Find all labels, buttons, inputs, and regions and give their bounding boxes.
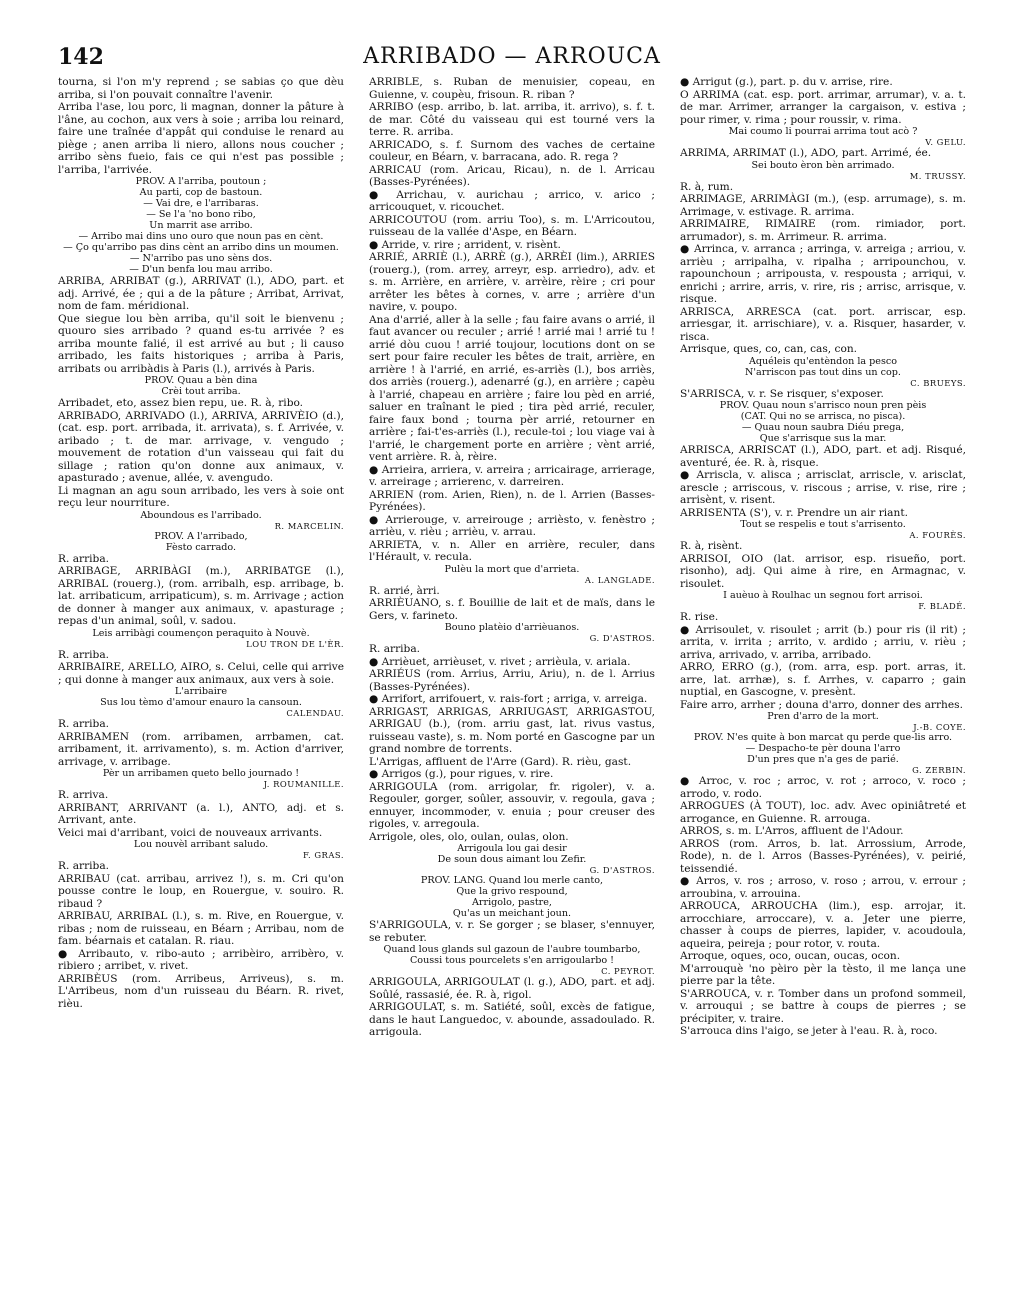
dictionary-entry: ● Arrifort, arrifouert, v. rais-fort ; arriga, v. arreiga. — [369, 693, 648, 705]
quote-line: Aquéleis qu'entèndon la pesco — [748, 355, 898, 367]
dictionary-entry: S'ARROUCA, v. r. Tomber dans un profond sommeil, v. arrouqui ; se battre à coups de pierres ; se précipiter, v. traire. — [680, 987, 966, 1025]
column-2 — [369, 76, 655, 1291]
dictionary-entry: ● Arrichau, v. aurichau ; arrico, v. arico ; arricouquet, v. ricouchet. — [369, 188, 655, 213]
quote-line: De soun dous aimant lou Zefir. — [437, 854, 587, 865]
dictionary-entry: ARRIGOULA, ARRIGOULAT (l. g.), ADO, part. et adj. Soûlé, rassasié, ée. R. à, rigol. — [369, 976, 655, 1001]
quote-line: Bouno platèio d'arrièuanos. — [444, 622, 580, 633]
page-title: ARRIBADO — ARROUCA — [363, 44, 661, 69]
dictionary-entry: ARRIÈUANO, s. f. Bouillie de lait et de maïs, dans le Gers, v. farineto. — [369, 597, 655, 622]
dictionary-entry: S'ARRIGOULA, v. r. Se gorger ; se blaser, s'ennuyer, se rebuter. — [369, 919, 655, 944]
dictionary-entry: Veici mai d'arribant, voici de nouveaux arrivants. — [58, 826, 323, 839]
dictionary-entry: ● Arros, v. ros ; arroso, v. roso ; arrou, v. errour ; arroubina, v. arrouina. — [680, 875, 966, 900]
quote-line: L'arribaire — [174, 686, 228, 697]
dictionary-entry: R. arrié, àrri. — [369, 584, 440, 597]
quote-line: — Se l'a 'no bono ribo, — [146, 209, 256, 220]
dictionary-entry: ● Arroc, v. roc ; arroc, v. rot ; arroco, v. roco ; arrodo, v. rodo. — [680, 775, 966, 800]
page-number: 142 — [58, 44, 104, 70]
dictionary-entry: ARRISOI, OIO (lat. arrisor, esp. risueño, port. risonho), adj. Qui aime à rire, en Armagnac, v. risoulet. — [680, 552, 966, 590]
quote-line: Un marrit ase arribo. — [149, 220, 253, 231]
quote-source: V. GELU. — [925, 137, 966, 147]
quote-line: Au parti, cop de bastoun. — [139, 187, 263, 198]
quote-line: Tout se respelis e tout s'arrisento. — [740, 519, 906, 530]
quote-line: Coussi tous pourcelets s'en arrigoularbo ! — [409, 955, 615, 966]
dictionary-entry: R. arriba. — [58, 648, 110, 661]
quote-line: Leis arribàgi coumençon peraquito à Nouvè. — [92, 627, 310, 639]
quote-source: J. ROUMANILLE. — [263, 779, 344, 789]
quote-source: LOU TRON DE L'ÈR. — [246, 638, 344, 649]
quote-source: C. BRUEYS. — [910, 377, 966, 388]
quote-line: I auèuo à Roulhac un segnou fort arrisoi. — [723, 590, 923, 601]
dictionary-entry: ARRIBO (esp. arribo, b. lat. arriba, it. arrivo), s. f. t. de mar. Côté du vaisseau qui est tourné vers la terre. R. arriba. — [369, 101, 655, 138]
quote-source: A. LANGLADE. — [584, 574, 655, 585]
dictionary-entry: ARRIBAU, ARRIBAL (l.), s. m. Rive, en Rouergue, v. ribas ; nom de ruisseau, en Béarn ; Arribau, nom de fam. béarnais et catalan. R. riau. — [58, 910, 344, 947]
dictionary-entry: Arrigole, oles, olo, oulan, oulas, olon. — [369, 830, 569, 843]
dictionary-entry: ARRIGOULA (rom. arrigolar, fr. rigoler), v. a. Regouler, gorger, soûler, assouvir, v. regoula, gava ; ennuyer, incommoder, v. enuia ; pour creuser des rigoles, v. arregoula. — [369, 780, 655, 830]
dictionary-entry: ARRIÉ, ARRIÈ (l.), ARRÈ (g.), ARRÈI (lim.), ARRIES (rouerg.), (rom. arrey, arreyr, esp. arriedro), adv. et s. m. Arrière, en arrière, v. arrèire, rèire ; cri pour arrêter les bêtes à cornes, v. arre ; arrière d'un navire, v. poupo. — [369, 251, 655, 313]
dictionary-entry: Faire arro, arrher ; douna d'arro, donner des arrhes. — [680, 698, 963, 711]
quote-line: Que la grivo respound, — [456, 886, 568, 897]
dictionary-entry: ARROGUES (À TOUT), loc. adv. Avec opiniâtreté et arrogance, en Guienne. R. arrouga. — [680, 800, 966, 825]
quote-line: Crèi tout arriba. — [161, 386, 241, 397]
quote-line: Qu'as un meichant joun. — [452, 908, 572, 919]
dictionary-entry: ARRIBAIRE, ARELLO, AIRO, s. Celui, celle qui arrive ; qui donne à manger aux animaux, aux vers à soie. — [58, 661, 344, 686]
dictionary-entry: ● Arriscla, v. alisca ; arrisclat, arriscle, v. arisclat, arescle ; arriscous, v. riscous ; arrise, v. rise, rire ; arrisènt, v. risent. — [680, 469, 966, 506]
quote-line: Sei bouto èron bèn arrimado. — [751, 159, 895, 171]
dictionary-entry: ARRIBA, ARRIBAT (g.), ARRIVAT (l.), ADO, part. et adj. Arrivé, ée ; qui a de la pâture ; Arribat, Arrivat, nom de fam. méridional. — [58, 275, 344, 312]
quote-line: — Despacho-te pèr douna l'arro — [745, 743, 901, 754]
dictionary-entry: ARRISENTA (S'), v. r. Prendre un air riant. — [680, 506, 908, 519]
quote-line: Quand lous glands sul gazoun de l'aubre toumbarbo, — [383, 944, 641, 955]
page-header — [58, 44, 966, 74]
dictionary-entry: R. arriva. — [58, 789, 109, 801]
column-1 — [58, 76, 344, 1291]
dictionary-entry: O ARRIMA (cat. esp. port. arrimar, arrumar), v. a. t. de mar. Arrimer, arranger la cargaison, v. estiva ; pour rimer, v. rima ; pour roussir, v. rima. — [680, 88, 966, 126]
dictionary-entry: R. arriba. — [369, 643, 421, 655]
dictionary-entry: ARRIBANT, ARRIVANT (a. l.), ANTO, adj. et s. Arrivant, ante. — [58, 801, 344, 826]
dictionary-entry: ARROS (rom. Arros, b. lat. Arrossium, Arrode, Rode), n. de l. Arros (Basses-Pyrénées), v. peirié, teissendié. — [680, 837, 966, 875]
column-3 — [680, 76, 966, 1291]
quote-source: A. FOURÈS. — [909, 530, 966, 540]
dictionary-entry: Arriba l'ase, lou porc, li magnan, donner la pâture à l'âne, au cochon, aux vers à soie ; arriba lou reinard, faire une traînée d'appât qui conduise le renard au piège ; anen arriba li niero, allons nous coucher ; arribo sèns fueio, fais ce qui n'est pas possible ; l'arriba, l'arrivée. — [58, 101, 344, 176]
quote-line: Lou nouvèl arribant saludo. — [133, 839, 269, 850]
quote-line: — N'arribo pas uno sèns dos. — [129, 253, 273, 264]
dictionary-entry: R. arriba. — [58, 552, 110, 565]
quote-line: D'un pres que n'a ges de parié. — [747, 754, 899, 765]
dictionary-entry: Arribadet, eto, assez bien repu, ue. R. à, ribo. — [58, 397, 304, 409]
dictionary-entry: ARRIBAMEN (rom. arribamen, arrbamen, cat. arribament, it. arrivamento), s. m. Action d'arriver, arrivage, v. arribage. — [58, 730, 344, 768]
dictionary-entry: ARRIETA, v. n. Aller en arrière, reculer, dans l'Hérault, v. recula. — [369, 538, 655, 563]
dictionary-entry: ARROUCA, ARROUCHA (lim.), esp. arrojar, it. arrocchiare, arroccare), v. a. Jeter une pierre, chasser à coups de pierres, lapider, v. acoudoula, aqueira, peireja ; pour rotor, v. routa. — [680, 900, 966, 950]
quote-source: C. PEYROT. — [601, 966, 655, 976]
dictionary-entry: ARRIBLE, s. Ruban de menuisier, copeau, en Guienne, v. coupèu, frisoun. R. riban ? — [369, 76, 655, 101]
quote-line: PROV. Quau a bèn dina — [144, 375, 258, 386]
dictionary-entry: ARRICADO, s. f. Surnom des vaches de certaine couleur, en Béarn, v. barracana, ado. R. rega ? — [369, 138, 655, 163]
quote-line: Arrigoula lou gai desir — [457, 843, 567, 854]
dictionary-entry: ● Arrisoulet, v. risoulet ; arrit (b.) pour ris (il rit) ; arrita, v. irrita ; arrito, v. ardido ; arriu, v. rièu ; arriva, arrivado, v. arriba, arribado. — [680, 623, 966, 661]
dictionary-entry: R. arriba. — [58, 718, 110, 730]
quote-line: Que s'arrisque sus la mar. — [759, 433, 887, 444]
dictionary-entry: Arroque, oques, oco, oucan, oucas, ocon. — [680, 950, 901, 962]
dictionary-entry: ARRIÉUS (rom. Arrius, Arriu, Ariu), n. de l. Arrius (Basses-Pyrénées). — [369, 668, 655, 693]
quote-source: G. D'ASTROS. — [589, 633, 655, 643]
quote-line: PROV. LANG. Quand lou merle canto, — [420, 875, 604, 886]
quote-line: Mai coumo li pourrai arrima tout acò ? — [728, 126, 918, 137]
quote-source: R. MARCELIN. — [274, 520, 344, 531]
quote-line: PROV. Quau noun s'arrisco noun pren pèis — [719, 400, 927, 411]
dictionary-entry: L'Arrigas, affluent de l'Arre (Gard). R. rièu, gast. — [369, 755, 632, 768]
quote-source: M. TRUSSY. — [909, 170, 966, 181]
dictionary-entry: ● Arrigos (g.), pour rigues, v. rire. — [369, 768, 554, 780]
quote-line: Pren d'arro de la mort. — [767, 711, 879, 722]
dictionary-entry: tourna, si l'on m'y reprend ; se sabias ço que dèu arriba, si l'on pouvait connaître l'avenir. — [58, 76, 344, 101]
dictionary-entry: Li magnan an agu soun arribado, les vers à soie ont reçu leur nourriture. — [58, 484, 344, 509]
quote-source: CALENDAU. — [286, 708, 344, 718]
dictionary-entry: ARRIBADO, ARRIVADO (l.), ARRIVA, ARRIVÈIO (d.), (cat. esp. port. arribada, it. arrivata), s. f. Arrivée, v. aribado ; t. de mar. arrivage, v. vengudo ; mouvement de rotation d'un vaisseau qui fait du sillage ; ration qu'on donne aux animaux, v. apasturado ; avenue, allée, v. avengudo. — [58, 409, 344, 484]
dictionary-entry: S'ARRISCA, v. r. Se risquer, s'exposer. — [680, 387, 884, 400]
dictionary-entry: ARRIGOULAT, s. m. Satiété, soûl, excès de fatigue, dans le haut Languedoc, v. abounde, assadoulado. R. arrigoula. — [369, 1001, 655, 1038]
quote-line: — Quau noun saubra Diéu prega, — [741, 422, 905, 433]
dictionary-entry: ARROS, s. m. L'Arros, affluent de l'Adour. — [680, 825, 904, 837]
dictionary-entry: ARRIMAGE, ARRIMÀGI (m.), (esp. arrumage), s. m. Arrimage, v. estivage. R. arrima. — [680, 193, 966, 218]
dictionary-entry: ● Arrieira, arriera, v. arreira ; arricairage, arrierage, v. arreirage ; arrierenc, v. darreiren. — [369, 463, 655, 488]
quote-line: — D'un benfa lou mau arribo. — [129, 264, 273, 275]
dictionary-entry: R. rise. — [680, 611, 719, 623]
quote-source: J.-B. COYE. — [913, 722, 966, 732]
dictionary-columns — [58, 76, 966, 1291]
dictionary-entry: ARRIMAIRE, RIMAIRE (rom. rimiador, port. arrumador), s. m. Arrimeur. R. arrima. — [680, 218, 966, 243]
dictionary-entry: ● Arrinca, v. arranca ; arringa, v. arreiga ; arriou, v. arrièu ; arripalha, v. ripalha ; arripounchou, v. rapounchoun ; arripousta, v. respousta ; arriqui, v. enrichi ; arrire, arris, v. rire, ris ; arrisc, arrisque, v. risque. — [680, 243, 966, 305]
dictionary-entry: Ana d'arrié, aller à la selle ; fau faire avans o arrié, il faut avancer ou reculer ; arrié ! arrié mai ! arrié tu ! arrié dòu cuou ! arrié toujour, locutions dont on se sert pour faire reculer les bêtes de trait, arrière, en arrière ! à l'arrié, en arrié, es-arriès (l.), bos arriès, dos arriès (rouerg.), adenarré (g.), en arrière ; capèu à l'arrié, chapeau en arrière ; faire lou pèd en arrié, saluer en traînant le pied ; tira pèd arrié, reculer, faire faux bond ; tourna pèr arrié, retourner en arrière ; fai-t'es-arriès (l.), recule-toi ; lou viage vai à l'arrié, le chargement porte en arrière ; vènt arrié, vent arrière. R. à, rèire. — [369, 313, 655, 463]
dictionary-entry: ● Arrierouge, v. arreirouge ; arrièsto, v. fenèstro ; arrièu, v. rièu ; arrièu, v. arrau. — [369, 513, 655, 538]
dictionary-entry: ● Arribauto, v. ribo-auto ; arribèiro, arribèro, v. ribiero ; arribet, v. rivet. — [58, 947, 344, 972]
quote-line: Arrigolo, pastre, — [472, 897, 552, 908]
dictionary-entry: ARRISCA, ARRISCAT (l.), ADO, part. et adj. Risqué, aventuré, ée. R. à, risque. — [680, 444, 966, 469]
quote-line: PROV. A l'arriba, poutoun ; — [135, 176, 267, 187]
quote-line: — Ço qu'arribo pas dins cènt an arribo dins un moumen. — [63, 242, 339, 253]
dictionary-entry: Arrisque, ques, co, can, cas, con. — [680, 343, 858, 355]
quote-source: G. ZERBIN. — [912, 765, 966, 775]
dictionary-entry: ARRO, ERRO (g.), (rom. arra, esp. port. arras, it. arre, lat. arrhæ), s. f. Arrhes, v. caparro ; gain nuptial, en Gascogne, v. presènt. — [680, 661, 966, 698]
dictionary-entry: ARRIBAU (cat. arribau, arrivez !), s. m. Cri qu'on pousse contre le loup, en Rouergue, v. souiro. R. ribaud ? — [58, 872, 344, 910]
dictionary-entry: ARRIBÈUS (rom. Arribeus, Arriveus), s. m. L'Arribeus, nom d'un ruisseau du Béarn. R. rivet, rièu. — [58, 972, 344, 1010]
dictionary-entry: Que siegue lou bèn arriba, qu'il soit le bienvenu ; quouro sies arribado ? quand es-tu arrivée ? es arriba mounte falié, il est arrivé au but ; li causo arribado, les faits historiques ; arriba à Paris, arribats ou arribàdis à Paris (l.), arrivés à Paris. — [58, 312, 344, 375]
dictionary-entry: ● Arride, v. rire ; arrident, v. risènt. — [369, 238, 561, 251]
dictionary-entry: ARRICAU (rom. Aricau, Ricau), n. de l. Arricau (Basses-Pyrénées). — [369, 163, 655, 188]
quote-source: F. BLADÉ. — [918, 601, 966, 611]
dictionary-entry: ● Arrièuet, arrièuset, v. rivet ; arrièula, v. ariala. — [369, 655, 631, 668]
quote-line: (CAT. Qui no se arrisca, no pisca). — [740, 411, 906, 422]
dictionary-entry: ● Arrigut (g.), part. p. du v. arrise, rire. — [680, 76, 893, 88]
dictionary-entry: ARRIGAST, ARRIGAS, ARRIUGAST, ARRIGASTOU, ARRIGAU (b.), (rom. arriu gast, lat. rivus vastus, ruisseau vaste), s. m. Nom porté en Gascogne par un grand nombre de torrents. — [369, 705, 655, 755]
dictionary-entry: ARRIMA, ARRIMAT (l.), ADO, part. Arrimé, ée. — [680, 147, 932, 159]
dictionary-entry: R. à, risènt. — [680, 540, 743, 552]
dictionary-entry: ARRICOUTOU (rom. arriu Too), s. m. L'Arricoutou, ruisseau de la vallée d'Aspe, en Béarn. — [369, 213, 655, 238]
dictionary-entry: M'arrouquè 'no pèiro pèr la tèsto, il me lança une pierre par la tête. — [680, 962, 966, 987]
dictionary-entry: S'arrouca dins l'aigo, se jeter à l'eau. R. à, roco. — [680, 1025, 938, 1037]
quote-line: Fèsto carrado. — [165, 541, 237, 553]
dictionary-entry: ARRISCA, ARRESCA (cat. port. arriscar, esp. arriesgar, it. arrischiare), v. a. Risquer, hasarder, v. risca. — [680, 305, 966, 343]
dictionary-entry: ARRIEN (rom. Arien, Rien), n. de l. Arrien (Basses-Pyrénées). — [369, 488, 655, 513]
quote-source: F. GRAS. — [303, 850, 344, 860]
quote-line: Pèr un arribamen queto bello journado ! — [102, 768, 300, 779]
quote-line: — Arribo mai dins uno ouro que noun pas en cènt. — [78, 231, 324, 242]
dictionary-entry: R. arriba. — [58, 860, 110, 872]
quote-line: PROV. A l'arribado, — [154, 530, 248, 542]
dictionary-entry: ARRIBAGE, ARRIBÀGI (m.), ARRIBATGE (l.), ARRIBAL (rouerg.), (rom. arribalh, esp. arribage, b. lat. arribaticum, arripaticum), s. m. Arrivage ; action de donner à manger aux animaux, v. apasturage ; repas d'un animal, soûl, v. sadou. — [58, 565, 344, 627]
quote-line: Aboundous es l'arribado. — [140, 509, 262, 521]
quote-line: — Vai dre, e l'arribaras. — [143, 198, 259, 209]
quote-source: G. D'ASTROS. — [589, 865, 655, 875]
quote-line: N'arriscon pas tout dins un cop. — [745, 366, 901, 378]
dictionary-entry: R. à, rum. — [680, 180, 734, 193]
quote-line: Pulèu la mort que d'arrieta. — [444, 563, 580, 575]
quote-line: Sus lou tèmo d'amour enauro la cansoun. — [100, 697, 302, 708]
quote-line: PROV. N'es quite à bon marcat qu perde que-lis arro. — [693, 732, 953, 743]
